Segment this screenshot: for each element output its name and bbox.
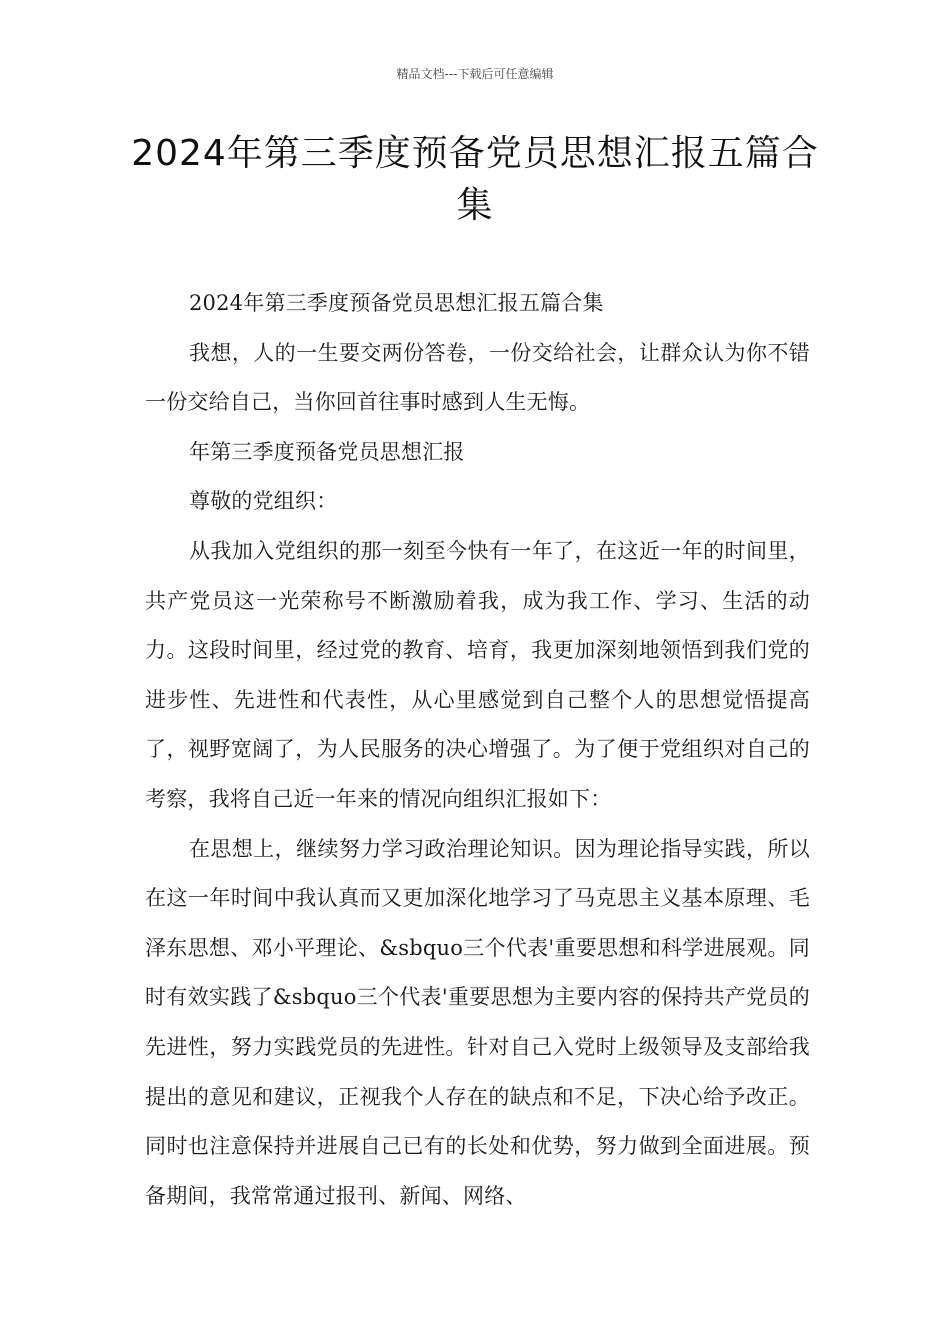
paragraph-subtitle: 2024年第三季度预备党员思想汇报五篇合集: [189, 291, 604, 315]
paragraph-body-1: 从我加入党组织的那一刻至今快有一年了，在这近一年的时间里，共产党员这一光荣称号不断激励着我，成为我工作、学习、生活的动力。这段时间里，经过党的教育、培育，我更加深刻地领悟到我们党的进步性、先进性和代表性，从心里感觉到自己整个人的思想觉悟提高了，视野宽阔了，为人民服务的决心增强了。为了便于党组织对自己的考察，我将自己近一年来的情况向组织汇报如下：: [145, 538, 810, 811]
paragraph-section-heading: 年第三季度预备党员思想汇报: [189, 439, 465, 464]
header-note: 精品文档---下载后可任意编辑: [396, 67, 554, 81]
paragraph-intro: 我想，人的一生要交两份答卷，一份交给社会，让群众认为你不错一份交给自己，当你回首往事时感到人生无悔。: [145, 340, 810, 415]
paragraph-salutation: 尊敬的党组织：: [189, 489, 338, 514]
paragraph-body-2: 在思想上，继续努力学习政治理论知识。因为理论指导实践，所以在这一年时间中我认真而又更加深化地学习了马克思主义基本原理、毛泽东思想、邓小平理论、&sbquo三个代表'重要思想和科学进展观。同时有效实践了&sbquo三个代表'重要思想为主要内容的保持共产党员的先进性，努力实践党员的先进性。针对自己入党时上级领导及支部给我提出的意见和建议，正视我个人存在的缺点和不足，下决心给予改正。同时也注意保持并进展自己已有的长处和优势，努力做到全面进展。预备期间，我常常通过报刊、新闻、网络、: [145, 836, 810, 1208]
document-body: [145, 279, 810, 1221]
document-title: 2024年第三季度预备党员思想汇报五篇合集: [131, 133, 819, 226]
